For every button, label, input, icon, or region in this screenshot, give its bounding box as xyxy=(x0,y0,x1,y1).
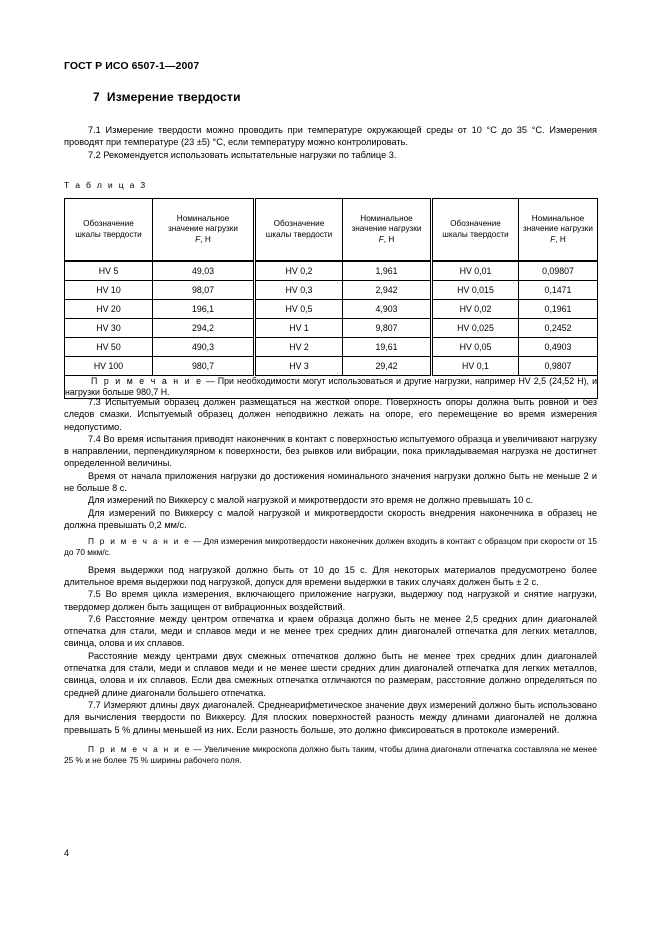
header-line-2: шкалы твердости xyxy=(265,229,333,239)
table-caption: Т а б л и ц а 3 xyxy=(64,180,147,190)
running-header-standard-id: ГОСТ Р ИСО 6507-1—2007 xyxy=(64,60,200,72)
body-note-2-label: П р и м е ч а н и е xyxy=(88,743,191,754)
table-note-text: — При необходимости могут использоваться и другие нагрузки, например HV 2,5 (24,52 Н), и нагрузки больше 980,7 Н. xyxy=(65,376,598,397)
cell-scale: HV 0,025 xyxy=(432,319,519,338)
cell-scale: HV 0,3 xyxy=(255,281,343,300)
paragraph-7-7: 7.7 Измеряют длины двух диагоналей. Среднеарифметическое значение двух измерений должно быть использовано для вычисления твердости по Виккерсу. Для плоских поверхностей разность между длинами диагоналей не должна превышать 5 % длины меньшей из них. Если разность больше, это должно фиксироваться в протоколе измерений. xyxy=(64,699,597,735)
table-header-row xyxy=(65,199,598,262)
cell-load: 1,961 xyxy=(343,261,432,281)
header-load-symbol: F xyxy=(378,234,384,244)
cell-load: 0,2452 xyxy=(519,319,598,338)
paragraph-7-4: 7.4 Во время испытания приводят наконечник в контакт с поверхностью испытуемого образца и увеличивают нагрузку в направлении, перпендикулярном к поверхности, без рывков или вибрации, пока прикладываемая нагрузка не достигнет определенной величины. xyxy=(64,433,597,469)
header-line-2: значение нагрузки xyxy=(523,224,593,234)
cell-scale: HV 0,05 xyxy=(432,338,519,357)
page-number: 4 xyxy=(64,848,70,858)
column-header-load-3 xyxy=(519,199,598,262)
paragraph-7-1: 7.1 Измерение твердости можно проводить при температуре окружающей среды от 10 °С до 35 °С. Измерения проводят при температуре (23 ±5) °С, если температуру можно контролировать. xyxy=(64,125,597,148)
table-note-paragraph xyxy=(65,376,597,398)
cell-load: 49,03 xyxy=(153,261,255,281)
table-body xyxy=(65,261,598,399)
cell-scale: HV 0,02 xyxy=(432,300,519,319)
table-3-wrapper xyxy=(64,198,597,399)
body-note-1-text: — Для измерения микротвердости наконечник должен входить в контакт с образцом при скорости от 15 до 70 мкм/с. xyxy=(64,536,597,558)
header-line-1: Номинальное xyxy=(360,213,413,223)
paragraph-7-2: 7.2 Рекомендуется использовать испытательные нагрузки по таблице 3. xyxy=(88,149,397,160)
paragraph-7-3: 7.3 Испытуемый образец должен размещаться на жесткой опоре. Поверхность опоры должна быть ровной и без следов смазки. Испытуемый образец должен неподвижно лежать на опоре, его перемещение во время измерения недопустимо. xyxy=(64,397,597,432)
paragraph-7-4-e: Время выдержки под нагрузкой должно быть от 10 до 15 с. Для некоторых материалов предусмотрено более длительное время выдержки под нагрузкой, допуск для времени выдержки в таких случаях должен быть ± 2 с. xyxy=(64,564,597,587)
cell-scale: HV 1 xyxy=(255,319,343,338)
cell-load: 9,807 xyxy=(343,319,432,338)
body-note-1 xyxy=(64,536,597,558)
column-header-scale-1 xyxy=(65,199,153,262)
body-note-2 xyxy=(64,744,597,766)
body-note-1-label: П р и м е ч а н и е xyxy=(88,536,191,547)
table-row xyxy=(65,300,598,319)
intro-paragraphs xyxy=(64,124,597,161)
cell-load: 29,42 xyxy=(343,357,432,376)
column-header-load-1 xyxy=(153,199,255,262)
header-line-1: Обозначение xyxy=(83,218,134,228)
column-header-load-2 xyxy=(343,199,432,262)
header-line-2: значение нагрузки xyxy=(168,224,238,234)
header-line-1: Номинальное xyxy=(531,213,585,223)
cell-load: 0,1961 xyxy=(519,300,598,319)
cell-load: 490,3 xyxy=(153,338,255,357)
cell-load: 2,942 xyxy=(343,281,432,300)
page-title xyxy=(93,90,241,104)
header-line-2: шкалы твердости xyxy=(75,229,142,239)
cell-load: 98,07 xyxy=(153,281,255,300)
cell-scale: HV 0,2 xyxy=(255,261,343,281)
cell-scale: HV 0,015 xyxy=(432,281,519,300)
paragraph-7-6: 7.6 Расстояние между центром отпечатка и краем образца должно быть не менее 2,5 средних длин диагоналей отпечатка для стали, меди и сплавов меди и не менее трех средних длин диагоналей отпечатка для легких металлов, свинца, олова и их сплавов. xyxy=(64,613,597,649)
cell-load: 0,09807 xyxy=(519,261,598,281)
header-line-2: значение нагрузки xyxy=(351,224,422,234)
paragraph-7-4-d: Для измерений по Виккерсу с малой нагрузкой и микротвердости скорость внедрения наконечника в образец не должна превышать 0,2 мм/с. xyxy=(64,507,597,530)
header-line-1: Обозначение xyxy=(273,218,325,228)
cell-scale: HV 30 xyxy=(65,319,153,338)
paragraph-7-6-b: Расстояние между центрами двух смежных отпечатков должно быть не менее трех средних длин диагоналей отпечатка для стали, меди и сплавов меди и не менее шести средних длин диагоналей отпечатка для легких металлов, свинца, олова и их сплавов. Если два смежных отпечатка отличаются по размерам, расстояние должно определяться по средней длине диагонали большего отпечатка. xyxy=(64,650,597,698)
spacer xyxy=(64,736,597,744)
table-row xyxy=(65,338,598,357)
cell-scale: HV 100 xyxy=(65,357,153,376)
header-load-unit: , Н xyxy=(200,234,211,244)
section-title: Измерение твердости xyxy=(106,90,241,104)
column-header-scale-3 xyxy=(432,199,519,262)
cell-scale: HV 50 xyxy=(65,338,153,357)
cell-load: 19,61 xyxy=(343,338,432,357)
paragraph-7-5: 7.5 Во время цикла измерения, включающего приложение нагрузки, выдержку под нагрузкой и снятие нагрузки, твердомер должен быть защищен от вибрационных воздействий. xyxy=(64,589,597,612)
cell-scale: HV 2 xyxy=(255,338,343,357)
paragraph-7-4-b: Время от начала приложения нагрузки до достижения номинального значения нагрузки должно быть не меньше 2 и не больше 8 с. xyxy=(64,470,597,494)
cell-load: 980,7 xyxy=(153,357,255,376)
paragraph-7-4-c: Для измерений по Виккерсу с малой нагрузкой и микротвердости это время не должно превышать 10 с. xyxy=(88,495,534,506)
header-line-1: Обозначение xyxy=(450,218,501,228)
table-row xyxy=(65,281,598,300)
section-number: 7 xyxy=(93,90,100,104)
header-line-2: шкалы твердости xyxy=(442,229,509,239)
cell-load: 196,1 xyxy=(153,300,255,319)
header-load-unit: , Н xyxy=(555,234,566,244)
body-note-2-text: — Увеличение микроскопа должно быть таким, чтобы длина диагонали отпечатка составляла не менее 25 % и не более 75 % ширины рабочего поля. xyxy=(64,743,597,766)
main-body-text xyxy=(64,396,597,766)
header-load-symbol: F xyxy=(195,234,201,244)
cell-scale: HV 0,1 xyxy=(432,357,519,376)
cell-load: 0,1471 xyxy=(519,281,598,300)
cell-scale: HV 0,5 xyxy=(255,300,343,319)
table-row xyxy=(65,357,598,376)
cell-scale: HV 20 xyxy=(65,300,153,319)
table-row xyxy=(65,319,598,338)
table-row xyxy=(65,261,598,281)
header-load-unit: , Н xyxy=(383,234,395,244)
cell-scale: HV 5 xyxy=(65,261,153,281)
cell-scale: HV 3 xyxy=(255,357,343,376)
table-3 xyxy=(64,198,598,399)
cell-load: 294,2 xyxy=(153,319,255,338)
header-load-symbol: F xyxy=(550,234,556,244)
table-note-label: П р и м е ч а н и е xyxy=(91,376,203,386)
cell-scale: HV 10 xyxy=(65,281,153,300)
cell-load: 4,903 xyxy=(343,300,432,319)
cell-load: 0,9807 xyxy=(519,357,598,376)
column-header-scale-2 xyxy=(255,199,343,262)
cell-load: 0,4903 xyxy=(519,338,598,357)
cell-scale: HV 0,01 xyxy=(432,261,519,281)
header-line-1: Номинальное xyxy=(176,213,230,223)
